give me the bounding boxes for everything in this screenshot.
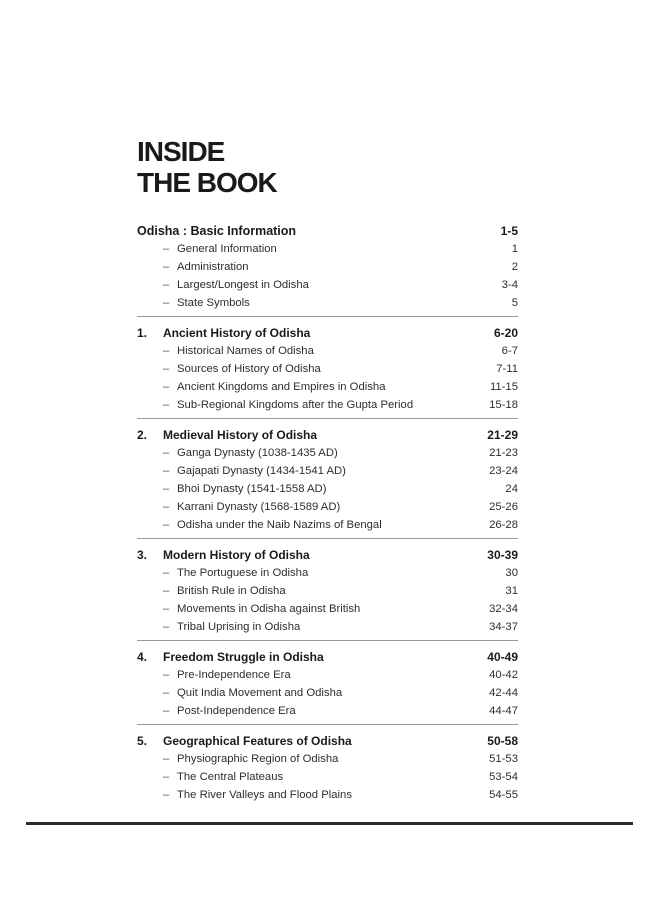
toc-chapter-4 bbox=[137, 648, 518, 725]
toc-entry-pages: 25-26 bbox=[489, 501, 518, 513]
toc-entry[interactable] bbox=[137, 582, 518, 600]
toc-entry-title: Sources of History of Odisha bbox=[177, 363, 321, 375]
page-title-line-1: INSIDE bbox=[137, 136, 225, 167]
chapter-title: Geographical Features of Odisha bbox=[163, 734, 352, 748]
toc-entry-title: Historical Names of Odisha bbox=[177, 345, 314, 357]
table-of-contents bbox=[137, 222, 518, 815]
dash-bullet: – bbox=[163, 603, 170, 615]
toc-entry[interactable] bbox=[137, 240, 518, 258]
toc-entry-title: British Rule in Odisha bbox=[177, 585, 286, 597]
toc-entry-pages: 3-4 bbox=[501, 279, 518, 291]
toc-entry[interactable] bbox=[137, 294, 518, 312]
toc-entry-pages: 24 bbox=[505, 483, 518, 495]
toc-entry-title: Tribal Uprising in Odisha bbox=[177, 621, 301, 633]
toc-entry[interactable] bbox=[137, 378, 518, 396]
toc-entry[interactable] bbox=[137, 564, 518, 582]
dash-bullet: – bbox=[163, 381, 170, 393]
toc-entry-pages: 5 bbox=[511, 297, 518, 309]
dash-bullet: – bbox=[163, 465, 170, 477]
dash-bullet: – bbox=[163, 363, 170, 375]
toc-entry-title: Pre-Independence Era bbox=[177, 669, 291, 681]
toc-entry-title: Gajapati Dynasty (1434-1541 AD) bbox=[177, 465, 346, 477]
toc-entry-pages: 42-44 bbox=[489, 687, 518, 699]
toc-chapter-heading[interactable] bbox=[137, 546, 518, 564]
chapter-number: 1. bbox=[137, 326, 148, 340]
toc-entry-pages: 15-18 bbox=[489, 399, 518, 411]
toc-entry-title: Largest/Longest in Odisha bbox=[177, 279, 309, 291]
toc-entry-title: Ganga Dynasty (1038-1435 AD) bbox=[177, 447, 338, 459]
toc-entry[interactable] bbox=[137, 786, 518, 804]
toc-entry[interactable] bbox=[137, 666, 518, 684]
toc-chapter-5 bbox=[137, 732, 518, 808]
toc-entry[interactable] bbox=[137, 342, 518, 360]
chapter-pages: 30-39 bbox=[487, 548, 518, 562]
toc-entry-title: The River Valleys and Flood Plains bbox=[177, 789, 352, 801]
dash-bullet: – bbox=[163, 483, 170, 495]
toc-entry-pages: 23-24 bbox=[489, 465, 518, 477]
toc-entry-pages: 11-15 bbox=[489, 381, 518, 393]
dash-bullet: – bbox=[163, 345, 170, 357]
toc-chapter-3 bbox=[137, 546, 518, 641]
chapter-pages: 50-58 bbox=[487, 734, 518, 748]
dash-bullet: – bbox=[163, 501, 170, 513]
toc-section-heading[interactable] bbox=[137, 222, 518, 240]
toc-entry[interactable] bbox=[137, 600, 518, 618]
toc-entry[interactable] bbox=[137, 276, 518, 294]
toc-entry-title: Administration bbox=[177, 261, 249, 273]
page-title bbox=[137, 136, 277, 198]
toc-entry-pages: 2 bbox=[511, 261, 518, 273]
chapter-number: 2. bbox=[137, 428, 148, 442]
toc-entry-title: Odisha under the Naib Nazims of Bengal bbox=[177, 519, 382, 531]
toc-entry[interactable] bbox=[137, 258, 518, 276]
toc-entry[interactable] bbox=[137, 396, 518, 414]
page-title-line-2: THE BOOK bbox=[137, 167, 277, 198]
dash-bullet: – bbox=[163, 279, 170, 291]
dash-bullet: – bbox=[163, 399, 170, 411]
toc-chapter-heading[interactable] bbox=[137, 648, 518, 666]
toc-entry-title: Physiographic Region of Odisha bbox=[177, 753, 339, 765]
toc-entry-pages: 54-55 bbox=[489, 789, 518, 801]
toc-entry-pages: 7-11 bbox=[496, 363, 518, 375]
chapter-title: Medieval History of Odisha bbox=[163, 428, 318, 442]
toc-entry-pages: 32-34 bbox=[489, 603, 518, 615]
dash-bullet: – bbox=[163, 519, 170, 531]
chapter-pages: 21-29 bbox=[487, 428, 518, 442]
toc-entry[interactable] bbox=[137, 462, 518, 480]
chapter-number: 3. bbox=[137, 548, 148, 562]
toc-entry[interactable] bbox=[137, 702, 518, 720]
toc-entry-pages: 53-54 bbox=[489, 771, 518, 783]
chapter-number: 5. bbox=[137, 734, 148, 748]
toc-entry-pages: 31 bbox=[505, 585, 518, 597]
dash-bullet: – bbox=[163, 771, 170, 783]
toc-entry-title: Ancient Kingdoms and Empires in Odisha bbox=[177, 381, 386, 393]
dash-bullet: – bbox=[163, 669, 170, 681]
toc-chapter-1 bbox=[137, 324, 518, 419]
toc-entry[interactable] bbox=[137, 618, 518, 636]
dash-bullet: – bbox=[163, 753, 170, 765]
toc-chapter-heading[interactable] bbox=[137, 732, 518, 750]
dash-bullet: – bbox=[163, 243, 170, 255]
dash-bullet: – bbox=[163, 705, 170, 717]
toc-entry[interactable] bbox=[137, 750, 518, 768]
toc-section-title: Odisha : Basic Information bbox=[137, 224, 297, 238]
dash-bullet: – bbox=[163, 567, 170, 579]
chapter-number: 4. bbox=[137, 650, 148, 664]
toc-entry-pages: 40-42 bbox=[489, 669, 518, 681]
toc-entry-pages: 1 bbox=[511, 243, 518, 255]
chapter-title: Modern History of Odisha bbox=[163, 548, 310, 562]
toc-section-pages: 1-5 bbox=[500, 224, 518, 238]
toc-entry[interactable] bbox=[137, 516, 518, 534]
toc-entry-pages: 6-7 bbox=[501, 345, 518, 357]
toc-entry-title: Quit India Movement and Odisha bbox=[177, 687, 343, 699]
toc-entry[interactable] bbox=[137, 360, 518, 378]
toc-entry-title: Karrani Dynasty (1568-1589 AD) bbox=[177, 501, 341, 513]
chapter-title: Freedom Struggle in Odisha bbox=[163, 650, 324, 664]
toc-entry-title: Post-Independence Era bbox=[177, 705, 296, 717]
toc-chapter-heading[interactable] bbox=[137, 426, 518, 444]
chapter-pages: 6-20 bbox=[493, 326, 518, 340]
dash-bullet: – bbox=[163, 297, 170, 309]
chapter-title: Ancient History of Odisha bbox=[163, 326, 311, 340]
toc-entry-pages: 30 bbox=[505, 567, 518, 579]
toc-section-basic-info bbox=[137, 222, 518, 317]
toc-entry-title: The Central Plateaus bbox=[177, 771, 284, 783]
toc-entry-pages: 44-47 bbox=[489, 705, 518, 717]
toc-entry-title: Movements in Odisha against British bbox=[177, 603, 361, 615]
toc-entry[interactable] bbox=[137, 480, 518, 498]
toc-entry-pages: 34-37 bbox=[489, 621, 518, 633]
dash-bullet: – bbox=[163, 261, 170, 273]
dash-bullet: – bbox=[163, 789, 170, 801]
toc-entry-pages: 51-53 bbox=[489, 753, 518, 765]
toc-entry-title: State Symbols bbox=[177, 297, 250, 309]
toc-entry-title: Sub-Regional Kingdoms after the Gupta Period bbox=[177, 399, 414, 411]
chapter-pages: 40-49 bbox=[487, 650, 518, 664]
toc-chapter-2 bbox=[137, 426, 518, 539]
toc-entry-pages: 26-28 bbox=[489, 519, 518, 531]
dash-bullet: – bbox=[163, 585, 170, 597]
toc-chapter-heading[interactable] bbox=[137, 324, 518, 342]
dash-bullet: – bbox=[163, 447, 170, 459]
toc-entry[interactable] bbox=[137, 684, 518, 702]
bottom-divider bbox=[26, 822, 633, 825]
toc-entry-title: General Information bbox=[177, 243, 277, 255]
toc-entry[interactable] bbox=[137, 768, 518, 786]
dash-bullet: – bbox=[163, 621, 170, 633]
toc-entry[interactable] bbox=[137, 498, 518, 516]
toc-entry-pages: 21-23 bbox=[489, 447, 518, 459]
toc-entry-title: Bhoi Dynasty (1541-1558 AD) bbox=[177, 483, 327, 495]
toc-entry[interactable] bbox=[137, 444, 518, 462]
dash-bullet: – bbox=[163, 687, 170, 699]
toc-entry-title: The Portuguese in Odisha bbox=[177, 567, 309, 579]
